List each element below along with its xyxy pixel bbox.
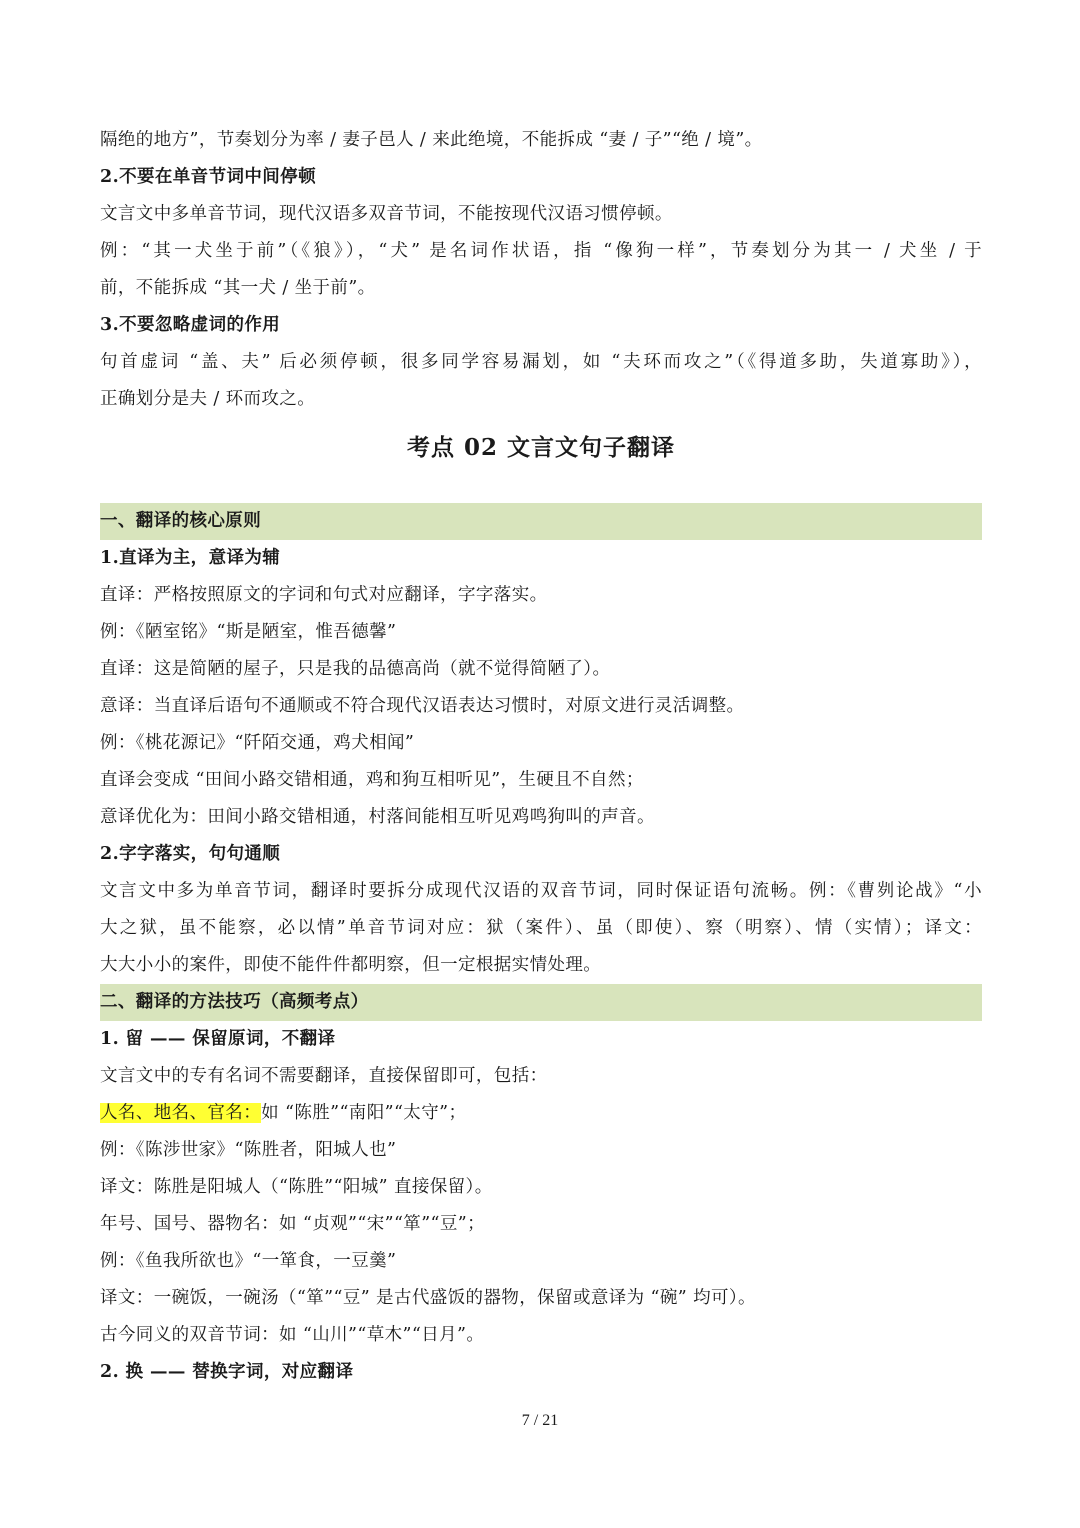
text-line: 大大小小的案件，即使不能件件都明察，但一定根据实情处理。: [100, 955, 602, 975]
highlighted-text: 人名、地名、官名：: [100, 1103, 262, 1123]
text-line: 句首虚词 “盖、夫” 后必须停顿，很多同学容易漏划，如 “夫环而攻之”（《得道多助，失道寡助》），: [100, 352, 982, 372]
text-line: 例：“其一犬坐于前”（《狼》），“犬” 是名词作状语，指 “像狗一样”，节奏划分为其一 / 犬坐 / 于: [100, 241, 982, 261]
text-line: 文言文中多单音节词，现代汉语多双音节词，不能按现代汉语习惯停顿。: [100, 204, 673, 224]
text-line: 文言文中多为单音节词，翻译时要拆分成现代汉语的双音节词，同时保证语句流畅。例：《曹刿论战》“小: [100, 881, 982, 901]
text-span: 如 “陈胜”“南阳”“太守”；: [261, 1103, 467, 1123]
text-line: 大之狱，虽不能察，必以情”单音节词对应：狱（案件）、虽（即使）、察（明察）、情（实情）；译文：: [100, 918, 982, 938]
subheading: 2.字字落实，句句通顺: [100, 844, 281, 864]
text-line: 直译：这是简陋的屋子，只是我的品德高尚（就不觉得简陋了）。: [100, 659, 611, 679]
text-line: 古今同义的双音节词：如 “山川”“草木”“日月”。: [100, 1325, 485, 1345]
text-line: 例：《陋室铭》“斯是陋室，惟吾德馨”: [100, 622, 397, 642]
text-line: 译文：一碗饭，一碗汤（“箪”“豆” 是古代盛饭的器物，保留或意译为 “碗” 均可）。: [100, 1288, 756, 1308]
text-line: 隔绝的地方”，节奏划分为率 / 妻子邑人 / 来此绝境，不能拆成 “妻 / 子”“绝 / 境”。: [100, 130, 763, 150]
section-heading-band: 二、翻译的方法技巧（高频考点）: [100, 984, 982, 1021]
text-line: 文言文中的专有名词不需要翻译，直接保留即可，包括：: [100, 1066, 548, 1086]
text-line: 例：《桃花源记》“阡陌交通，鸡犬相闻”: [100, 733, 415, 753]
subheading: 2.不要在单音节词中间停顿: [100, 167, 316, 187]
subheading: 3.不要忽略虚词的作用: [100, 315, 281, 335]
text-line: 年号、国号、器物名：如 “贞观”“宋”“箪”“豆”；: [100, 1214, 486, 1234]
text-line: 例：《陈涉世家》“陈胜者，阳城人也”: [100, 1140, 397, 1160]
subheading: 2. 换 —— 替换字词，对应翻译: [100, 1362, 354, 1382]
text-line: 正确划分是夫 / 环而攻之。: [100, 389, 316, 409]
subheading: 1.直译为主，意译为辅: [100, 548, 281, 568]
subheading: 1. 留 —— 保留原词，不翻译: [100, 1029, 336, 1049]
text-line: 意译优化为：田间小路交错相通，村落间能相互听见鸡鸣狗叫的声音。: [100, 807, 655, 827]
text-line: 直译：严格按照原文的字词和句式对应翻译，字字落实。: [100, 585, 548, 605]
document-body: [100, 122, 982, 1391]
text-line: 直译会变成 “田间小路交错相通，鸡和狗互相听见”，生硬且不自然；: [100, 770, 644, 790]
text-line: 前，不能拆成 “其一犬 / 坐于前”。: [100, 278, 376, 298]
section-heading-band: 一、翻译的核心原则: [100, 503, 982, 540]
text-line: 例：《鱼我所欲也》“一箪食，一豆羹”: [100, 1251, 397, 1271]
text-line: 译文：陈胜是阳城人（“陈胜”“阳城” 直接保留）。: [100, 1177, 493, 1197]
page-number: 7 / 21: [521, 1412, 559, 1429]
text-line: 意译：当直译后语句不通顺或不符合现代汉语表达习惯时，对原文进行灵活调整。: [100, 696, 745, 716]
section-title: 考点 02 文言文句子翻译: [406, 434, 676, 461]
text-line: [100, 1095, 982, 1132]
